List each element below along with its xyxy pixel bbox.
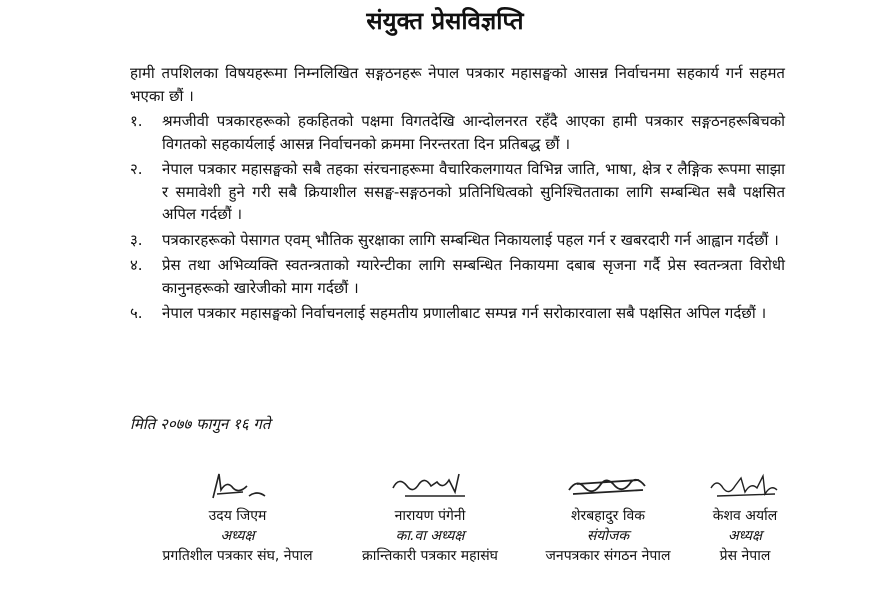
intro-paragraph: हामी तपशिलका विषयहरूमा निम्नलिखित सङ्गठनहरू नेपाल पत्रकार महासङ्घको आसन्न निर्वाचनमा सहकार्य गर्न सहमत भएका छौं । xyxy=(130,64,785,105)
signatory-block xyxy=(528,468,688,566)
point-number: १. xyxy=(130,112,143,130)
points-list xyxy=(130,110,785,325)
signatory-org: प्रेस नेपाल xyxy=(719,548,771,564)
signature-mark xyxy=(705,468,785,504)
signature-mark xyxy=(563,468,653,504)
point-text: प्रेस तथा अभिव्यक्ति स्वतन्त्रताको ग्यारेन्टीका लागि सम्बन्धित निकायमा दबाब सृजना गर्दै प्रेस स्वतन्त्रता विरोधी कानुनहरूको खारेजीको माग गर्दछौं । xyxy=(162,256,785,297)
signatory-role: अध्यक्ष xyxy=(727,528,763,544)
signatory-block xyxy=(150,468,325,566)
signatory-name: केशव अर्याल xyxy=(712,508,778,524)
list-item xyxy=(130,158,785,226)
page-title: संयुक्त प्रेसविज्ञप्ति xyxy=(366,6,524,35)
point-text: पत्रकारहरूको पेसागत एवम् भौतिक सुरक्षाका लागि सम्बन्धित निकायलाई पहल गर्न र खबरदारी गर्न आह्वान गर्दछौं । xyxy=(162,230,779,249)
list-item xyxy=(130,229,785,252)
point-text: श्रमजीवी पत्रकारहरूको हकहितको पक्षमा विगतदेखि आन्दोलनरत रहँदै आएका हामी पत्रकार सङ्गठनहरूबिचको विगतको सहकार्यलाई आसन्न निर्वाचनको क्रममा निरन्तरता दिन प्रतिबद्ध छौं । xyxy=(162,112,785,153)
statement-date: मिति २०७७ फागुन १६ गते xyxy=(130,415,271,433)
statement-body xyxy=(130,62,785,328)
signatory-role: अध्यक्ष xyxy=(220,528,255,544)
signatory-org: प्रगतिशील पत्रकार संघ, नेपाल xyxy=(162,548,313,564)
signatory-org: क्रान्तिकारी पत्रकार महासंघ xyxy=(362,548,498,564)
point-number: २. xyxy=(130,160,143,178)
signatory-org: जनपत्रकार संगठन नेपाल xyxy=(545,548,671,564)
point-number: ५. xyxy=(130,304,143,322)
signatory-block xyxy=(345,468,515,566)
signatory-name: उदय जिएम xyxy=(208,508,267,524)
signatory-name: नारायण पंगेनी xyxy=(394,508,466,524)
list-item xyxy=(130,302,785,325)
point-text: नेपाल पत्रकार महासङ्घको सबै तहका संरचनाहरूमा वैचारिकलगायत विभिन्न जाति, भाषा, क्षेत्र र लैङ्गिक रूपमा साझा र समावेशी हुने गरी सबै क्रियाशील ससङ्घ-सङ्गठनको प्रतिनिधित्वको सुनिश्चितताका लागि सम्बन्धित सबै पक्षसित अपिल गर्दछौं । xyxy=(162,160,785,223)
signatory-block xyxy=(690,468,800,566)
point-number: ३. xyxy=(130,230,143,249)
signatory-role: का.वा अध्यक्ष xyxy=(395,528,465,544)
signature-mark xyxy=(385,468,475,504)
signatory-role: संयोजक xyxy=(586,528,630,544)
signatory-name: शेरबहादुर विक xyxy=(570,508,646,524)
list-item xyxy=(130,110,785,155)
list-item xyxy=(130,254,785,299)
point-number: ४. xyxy=(130,256,143,274)
signature-mark xyxy=(203,468,273,504)
point-text: नेपाल पत्रकार महासङ्घको निर्वाचनलाई सहमतीय प्रणालीबाट सम्पन्न गर्न सरोकारवाला सबै पक्षसित अपिल गर्दछौं । xyxy=(162,304,767,322)
